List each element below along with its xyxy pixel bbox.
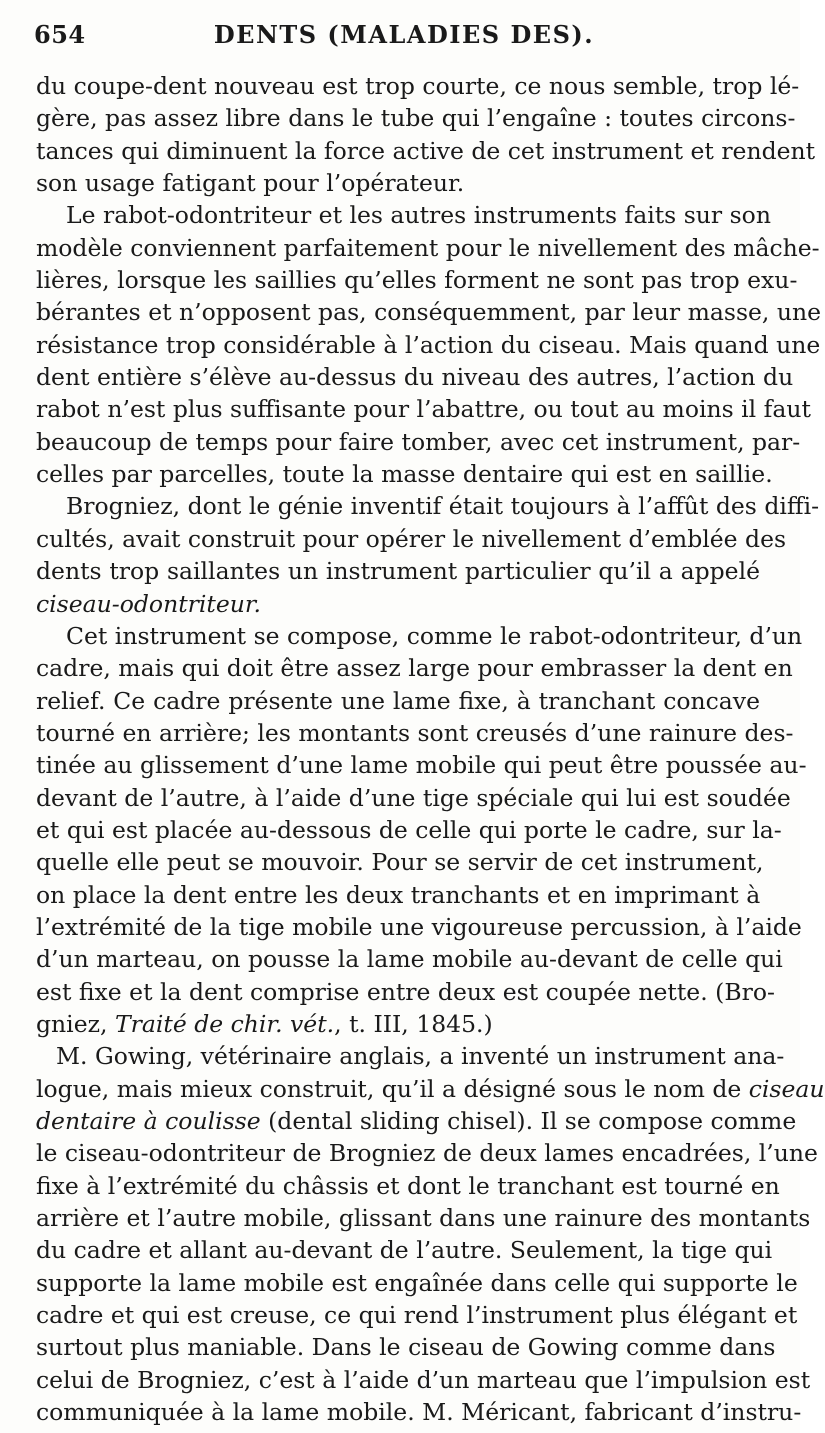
text-line: arrière et l’autre mobile, glissant dans une rainure des montants (36, 1204, 811, 1233)
text-line: communiquée à la lame mobile. M. Méricant, fabricant d’instru- (36, 1398, 802, 1427)
text-line: d’un marteau, on pousse la lame mobile au-devant de celle qui (36, 945, 783, 974)
text-line: cadre et qui est creuse, ce qui rend l’instrument plus élégant et (36, 1301, 798, 1330)
text-line: cultés, avait construit pour opérer le nivellement d’emblée des (36, 524, 787, 553)
text-line (36, 588, 760, 620)
italic-term: ciseau-odontriteur. (36, 589, 262, 618)
citation-title: Traité de chir. vét. (114, 1009, 335, 1038)
text-segment: (dental sliding chisel). Il se compose comme (260, 1107, 797, 1135)
text-line: du cadre et allant au-devant de l’autre. Seulement, la tige qui (36, 1236, 773, 1265)
page-header (34, 14, 774, 58)
text-segment: logue, mais mieux construit, qu’il a désigné sous le nom de (36, 1074, 749, 1103)
text-line: quelle elle peut se mouvoir. Pour se servir de cet instrument, (36, 848, 764, 877)
italic-term: ciseau (748, 1074, 825, 1103)
text-line: fixe à l’extrémité du châssis et dont le tranchant est tourné en (36, 1171, 780, 1200)
text-line: tances qui diminuent la force active de cet instrument et rendent (36, 136, 816, 165)
running-head: DENTS (MALADIES DES). (213, 20, 595, 49)
text-line: tinée au glissement d’une lame mobile qui peut être poussée au- (36, 751, 807, 780)
text-line: celles par parcelles, toute la masse dentaire qui est en saillie. (36, 460, 773, 489)
text-line: bérantes et n’opposent pas, conséquemment, par leur masse, une (36, 298, 822, 327)
text-line: lières, lorsque les saillies qu’elles forment ne sont pas trop exu- (36, 266, 798, 295)
text-line (36, 1073, 825, 1105)
paragraph-start: Cet instrument se compose, comme le rabot-odontriteur, d’un (66, 621, 803, 650)
text-line: on place la dent entre les deux tranchants et en imprimant à (36, 880, 761, 909)
text-line: supporte la lame mobile est engaînée dans celle qui supporte le (36, 1268, 798, 1297)
text-line: cadre, mais qui doit être assez large pour embrasser la dent en (36, 654, 793, 683)
text-line: beaucoup de temps pour faire tomber, avec cet instrument, par- (36, 427, 801, 456)
paragraph-start: M. Gowing, vétérinaire anglais, a inventé un instrument ana- (56, 1042, 785, 1071)
text-line (36, 1105, 797, 1137)
text-line: gère, pas assez libre dans le tube qui l’engaîne : toutes circons- (36, 104, 796, 133)
text-line: rabot n’est plus suffisante pour l’abattre, ou tout au moins il faut (36, 395, 811, 424)
text-line: dents trop saillantes un instrument particulier qu’il a appelé (36, 557, 760, 586)
text-line: surtout plus maniable. Dans le ciseau de Gowing comme dans (36, 1333, 776, 1362)
text-line: modèle conviennent parfaitement pour le nivellement des mâche- (36, 233, 820, 262)
text-line: relief. Ce cadre présente une lame fixe, à tranchant concave (36, 686, 760, 715)
text-line: son usage fatigant pour l’opérateur. (36, 169, 465, 198)
citation-author: gniez, (36, 1009, 115, 1038)
citation-line (36, 1008, 760, 1040)
citation-details: , t. III, 1845.) (334, 1009, 493, 1038)
text-line: du coupe-dent nouveau est trop courte, ce nous semble, trop lé- (36, 72, 800, 100)
page-number: 654 (34, 20, 86, 49)
text-line: et qui est placée au-dessous de celle qui porte le cadre, sur la- (36, 815, 782, 844)
paragraph-start: Le rabot-odontriteur et les autres instruments faits sur son (66, 201, 771, 230)
body-text (36, 70, 825, 1428)
text-line: le ciseau-odontriteur de Brogniez de deux lames encadrées, l’une (36, 1139, 818, 1168)
text-line: l’extrémité de la tige mobile une vigoureuse percussion, à l’aide (36, 912, 802, 941)
text-line: résistance trop considérable à l’action du ciseau. Mais quand une (36, 330, 821, 359)
text-line: tourné en arrière; les montants sont creusés d’une rainure des- (36, 718, 794, 747)
text-line: devant de l’autre, à l’aide d’une tige spéciale qui lui est soudée (36, 783, 791, 812)
italic-term: dentaire à coulisse (36, 1107, 261, 1135)
text-line: dent entière s’élève au-dessus du niveau des autres, l’action du (36, 363, 794, 392)
paragraph-start: Brogniez, dont le génie inventif était toujours à l’affût des diffi- (66, 492, 820, 521)
text-line: celui de Brogniez, c’est à l’aide d’un marteau que l’impulsion est (36, 1365, 811, 1394)
text-line: est fixe et la dent comprise entre deux est coupée nette. (Bro- (36, 977, 775, 1006)
